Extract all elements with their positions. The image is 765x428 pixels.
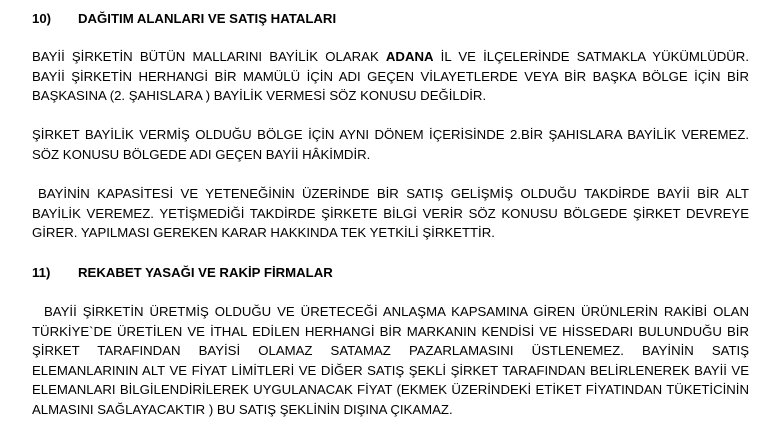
paragraph (32, 125, 749, 164)
paragraph (32, 47, 749, 106)
section-heading-10 (32, 11, 336, 26)
text-line: BAYİİ ŞİRKETİN ÜRETMİŞ OLDUĞU VE ÜRETECEĞİ ANLAŞMA KAPSAMINA GİREN ÜRÜNLERİN RAKİBİ OLAN (44, 304, 749, 319)
section-number: 10) (32, 11, 52, 26)
text-line: BAŞKASINA (2. ŞAHISLARA ) BAYİLİK VERMESİ SÖZ KONUSU DEĞİLDİR. (32, 88, 487, 103)
section-heading-11 (32, 265, 333, 280)
text-line: BAYİNİN KAPASİTESİ VE YETENEĞİNİN ÜZERİNDE BİR SATIŞ GELİŞMİŞ OLDUĞU TAKDİRDE BAYİİ BİR ALT (38, 186, 749, 201)
text-run: BAYİİ ŞİRKETİN BÜTÜN MALLARINI BAYİLİK OLARAK (32, 49, 386, 64)
paragraph (32, 302, 749, 419)
text-line: GİRER. YAPILMASI GEREKEN KARAR HAKKINDA TEK YETKİLİ ŞİRKETTİR. (32, 225, 495, 240)
text-line: SÖZ KONUSU BÖLGEDE ADI GEÇEN BAYİİ HÂKİMDİR. (32, 146, 371, 162)
section-number: 11) (32, 265, 51, 280)
text-line (32, 47, 749, 67)
text-line: ALMASINI SAĞLAYACAKTIR ) BU SATIŞ ŞEKLİNİN DIŞINA ÇIKAMAZ. (32, 401, 453, 417)
text-line: ELEMANLARININ ALT VE FİYAT LİMİTLERİ VE DİĞER SATIŞ ŞEKLİ ŞİRKET TARAFINDAN BELİRLENEREK BAYİİ VE (32, 362, 749, 378)
text-line: ELEMANLARI BİLGİLENDİRİLEREK UYGULANACAK FİYAT (EKMEK ÜZERİNDEKİ ETİKET FİYATINDAN TÜKETİCİNİN (32, 382, 749, 397)
text-line: ŞİRKET TARAFINDAN BAYİSİ OLAMAZ SATAMAZ PAZARLAMASINI ÜSTLENEMEZ. BAYİNİN SATIŞ (32, 343, 749, 358)
section-title: REKABET YASAĞI VE RAKİP FİRMALAR (78, 265, 333, 280)
text-run: İL VE İLÇELERİNDE SATMAKLA YÜKÜMLÜDÜR. (433, 49, 749, 64)
paragraph (32, 184, 749, 243)
text-line: BAYİLİK VEREMEZ. YETİŞMEDİĞİ TAKDİRDE ŞİRKETE BİLGİ VERİR SÖZ KONUSU BÖLGEDE ŞİRKET DEVREYE (32, 205, 749, 221)
text-line: BAYİİ ŞİRKETİN HERHANGİ BİR MAMÜLÜ İÇİN ADI GEÇEN VİLAYETLERDE VEYA BİR BAŞKA BÖLGE İÇİN BİR (32, 68, 749, 84)
text-line: TÜRKİYE`DE ÜRETİLEN VE İTHAL EDİLEN HERHANGİ BİR MARKANIN KENDİSİ VE HİSSEDARI BULUNDUĞU BİR (32, 323, 749, 339)
city-name: ADANA (385, 49, 434, 64)
text-line: ŞİRKET BAYİLİK VERMİŞ OLDUĞU BÖLGE İÇİN AYNI DÖNEM İÇERİSİNDE 2.BİR ŞAHISLARA BAYİLİK VEREMEZ. (32, 127, 749, 142)
section-title: DAĞITIM ALANLARI VE SATIŞ HATALARI (78, 11, 337, 26)
